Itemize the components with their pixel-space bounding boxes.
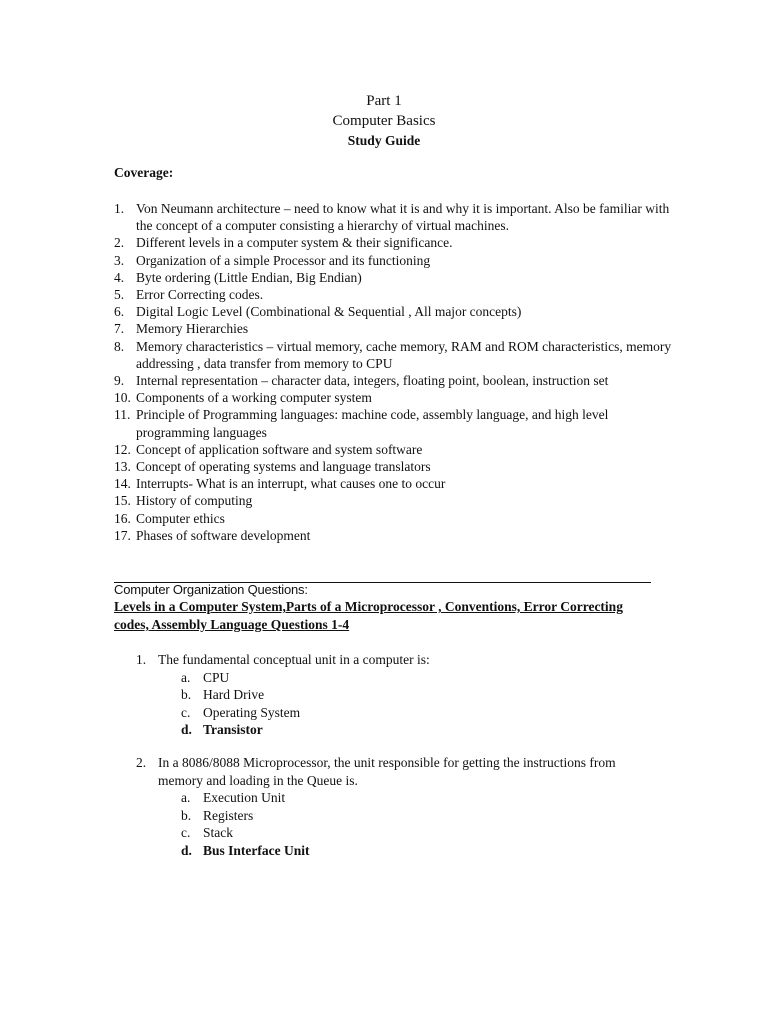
item-text: Components of a working computer system (136, 390, 372, 406)
doc-type-title: Study Guide (347, 133, 421, 148)
list-item (114, 252, 674, 269)
answer-options (136, 789, 656, 859)
list-item (114, 492, 674, 509)
list-item (114, 372, 674, 389)
item-text: Phases of software development (136, 527, 311, 543)
item-text: History of computing (136, 493, 253, 509)
item-text: Byte ordering (Little Endian, Big Endian) (136, 269, 362, 285)
item-number: 5. (114, 287, 125, 303)
option-text: Execution Unit (203, 790, 286, 805)
list-item (114, 286, 674, 303)
question-text: The fundamental conceptual unit in a computer is: (158, 652, 430, 667)
item-text: Error Correcting codes. (136, 287, 264, 303)
option-letter: b. (181, 687, 192, 702)
item-number: 6. (114, 304, 125, 320)
item-number: 10. (114, 390, 131, 406)
option-letter: c. (181, 704, 191, 720)
answer-option (136, 704, 656, 722)
answer-option (136, 789, 656, 807)
item-number: 16. (114, 510, 131, 526)
item-text: Concept of application software and system software (136, 441, 423, 457)
option-text: Stack (203, 825, 233, 840)
item-number: 13. (114, 459, 131, 475)
option-text: Operating System (203, 704, 301, 720)
answer-option (136, 669, 656, 687)
answer-option (136, 807, 656, 825)
list-item (114, 406, 674, 440)
item-text: Interrupts- What is an interrupt, what causes one to occur (136, 476, 446, 492)
option-letter: b. (181, 807, 192, 823)
option-letter: d. (181, 842, 192, 858)
item-text: Memory Hierarchies (136, 321, 249, 337)
org-questions-label: Computer Organization Questions: (114, 582, 308, 597)
item-number: 4. (114, 269, 125, 285)
item-number: 1. (114, 201, 125, 216)
coverage-heading: Coverage: (114, 165, 174, 180)
list-item (114, 458, 674, 475)
answer-option-correct (136, 842, 656, 860)
answer-option (136, 824, 656, 842)
item-number: 14. (114, 476, 131, 492)
list-item (114, 475, 674, 492)
item-text: Internal representation – character data, integers, floating point, boolean, instruction set (136, 373, 609, 389)
title-block (0, 91, 768, 151)
item-text: Von Neumann architecture – need to know what it is and why it is important. Also be familiar with the concept of a computer consisting a hierarchy of virtual machines. (136, 201, 670, 234)
item-number: 11. (114, 407, 131, 423)
item-text: Concept of operating systems and language translators (136, 459, 431, 475)
list-item (114, 200, 674, 234)
question-number: 2. (136, 755, 147, 770)
list-item (114, 234, 674, 251)
item-number: 7. (114, 321, 125, 337)
list-item (114, 338, 674, 372)
option-letter: c. (181, 825, 191, 840)
item-number: 2. (114, 235, 125, 251)
list-item (114, 303, 674, 320)
item-text: Different levels in a computer system & their significance. (136, 235, 453, 251)
list-item (114, 510, 674, 527)
item-text: Computer ethics (136, 510, 225, 526)
item-number: 15. (114, 493, 131, 509)
option-letter: a. (181, 669, 191, 685)
question-number: 1. (136, 652, 147, 667)
item-text: Organization of a simple Processor and its functioning (136, 252, 431, 268)
item-number: 3. (114, 252, 125, 268)
item-number: 17. (114, 527, 131, 543)
coverage-list (114, 200, 674, 544)
answer-option (136, 686, 656, 704)
item-text: Memory characteristics – virtual memory, cache memory, RAM and ROM characteristics, memory addressing , data transfer from memory to CPU (136, 338, 672, 371)
question-text: In a 8086/8088 Microprocessor, the unit responsible for getting the instructions from memory and loading in the Queue is. (158, 755, 616, 788)
list-item (114, 441, 674, 458)
section-heading: Levels in a Computer System,Parts of a Microprocessor , Conventions, Error Correcting codes, Assembly Language Questions 1-4 (114, 599, 623, 632)
part-label: Part 1 (366, 93, 402, 109)
option-text: Bus Interface Unit (203, 842, 310, 858)
item-number: 8. (114, 338, 125, 354)
question-2 (136, 754, 656, 859)
item-number: 12. (114, 441, 131, 457)
list-item (114, 527, 674, 544)
option-text: Registers (203, 807, 254, 823)
list-item (114, 269, 674, 286)
question-1 (136, 651, 656, 739)
option-letter: a. (181, 790, 191, 805)
item-text: Principle of Programming languages: machine code, assembly language, and high level programming languages (136, 407, 609, 440)
item-text: Digital Logic Level (Combinational & Sequential , All major concepts) (136, 304, 522, 320)
list-item (114, 320, 674, 337)
list-item (114, 389, 674, 406)
option-letter: d. (181, 722, 192, 737)
option-text: Hard Drive (203, 687, 265, 702)
option-text: CPU (203, 669, 230, 685)
subject-title: Computer Basics (332, 113, 436, 129)
answer-option-correct (136, 721, 656, 739)
answer-options (136, 669, 656, 739)
option-text: Transistor (203, 722, 263, 737)
item-number: 9. (114, 373, 125, 389)
